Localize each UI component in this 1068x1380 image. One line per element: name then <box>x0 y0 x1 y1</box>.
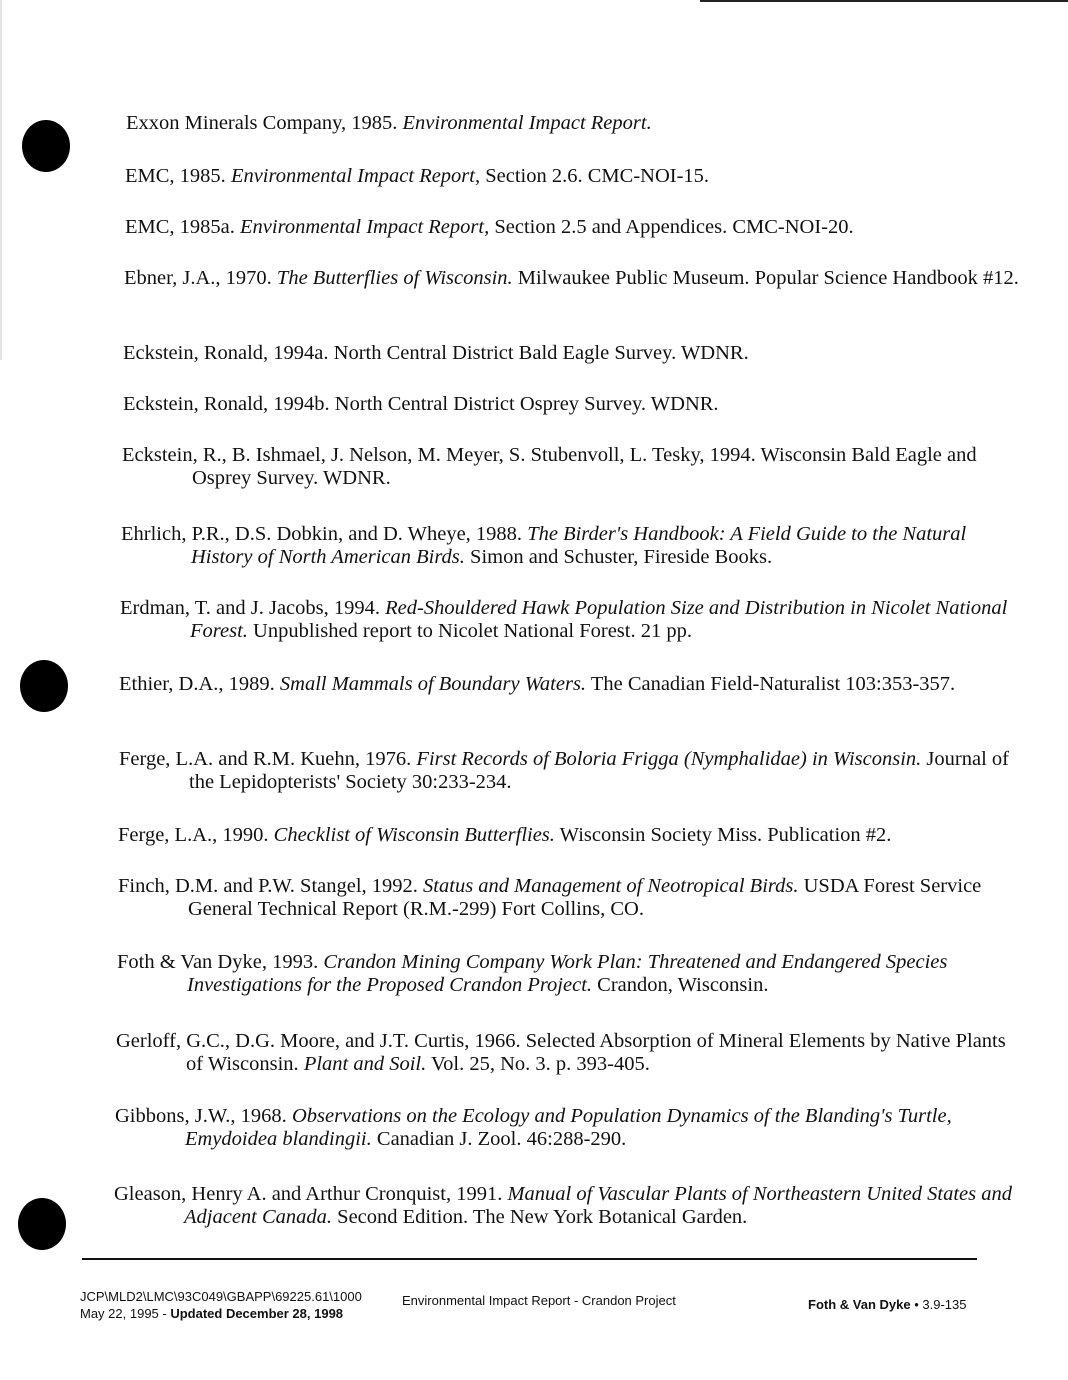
footer-page-info <box>808 1296 978 1313</box>
footer-company: Foth & Van Dyke <box>808 1297 911 1312</box>
reference-entry: Ethier, D.A., 1989. Small Mammals of Boundary Waters. The Canadian Field-Naturalist 103:353-357. <box>119 673 956 695</box>
reference-entry: Gleason, Henry A. and Arthur Cronquist, 1991. Manual of Vascular Plants of Northeastern United States and Adjacent Canada. Second Edition. The New York Botanical Garden. <box>114 1183 1012 1228</box>
reference-entry: Ferge, L.A. and R.M. Kuehn, 1976. First Records of Boloria Frigga (Nymphalidae) in Wisconsin. Journal of the Lepidopterists' Society 30:233-234. <box>119 748 1009 793</box>
reference-entry: Ebner, J.A., 1970. The Butterflies of Wisconsin. Milwaukee Public Museum. Popular Science Handbook #12. <box>124 267 1019 289</box>
punch-hole-middle <box>20 660 68 712</box>
reference-entry: Eckstein, Ronald, 1994b. North Central District Osprey Survey. WDNR. <box>123 393 719 415</box>
punch-hole-bottom <box>18 1198 66 1250</box>
footer-path: JCP\MLD2\LMC\93C049\GBAPP\69225.61\1000 <box>80 1289 362 1304</box>
footer-bullet: • <box>914 1297 919 1312</box>
reference-entry: EMC, 1985. Environmental Impact Report, Section 2.6. CMC-NOI-15. <box>125 165 710 187</box>
reference-entry: Exxon Minerals Company, 1985. Environmental Impact Report. <box>126 112 652 134</box>
reference-entry: Eckstein, Ronald, 1994a. North Central District Bald Eagle Survey. WDNR. <box>123 342 749 364</box>
punch-hole-top <box>22 120 70 172</box>
reference-entry: Finch, D.M. and P.W. Stangel, 1992. Status and Management of Neotropical Birds. USDA Forest Service General Technical Report (R.M.-299) Fort Collins, CO. <box>118 875 982 920</box>
reference-entry: Ehrlich, P.R., D.S. Dobkin, and D. Wheye, 1988. The Birder's Handbook: A Field Guide to the Natural History of North American Birds. Simon and Schuster, Fireside Books. <box>121 523 967 568</box>
reference-entry: Gerloff, G.C., D.G. Moore, and J.T. Curtis, 1966. Selected Absorption of Mineral Elements by Native Plants of Wisconsin. Plant and Soil. Vol. 25, No. 3. p. 393-405. <box>116 1030 1006 1075</box>
top-scan-edge <box>700 0 1068 2</box>
footer-divider <box>82 1258 977 1260</box>
reference-entry: EMC, 1985a. Environmental Impact Report, Section 2.5 and Appendices. CMC-NOI-20. <box>125 216 854 238</box>
footer-date: May 22, 1995 - Updated December 28, 1998 <box>80 1306 344 1321</box>
reference-entry: Foth & Van Dyke, 1993. Crandon Mining Company Work Plan: Threatened and Endangered Species Investigations for the Proposed Crandon Project. Crandon, Wisconsin. <box>117 951 948 996</box>
footer-file-info <box>80 1288 390 1322</box>
reference-entry: Ferge, L.A., 1990. Checklist of Wisconsin Butterflies. Wisconsin Society Miss. Publication #2. <box>118 824 892 846</box>
reference-entry: Erdman, T. and J. Jacobs, 1994. Red-Shouldered Hawk Population Size and Distribution in Nicolet National Forest. Unpublished report to Nicolet National Forest. 21 pp. <box>120 597 1008 642</box>
reference-entry: Eckstein, R., B. Ishmael, J. Nelson, M. Meyer, S. Stubenvoll, L. Tesky, 1994. Wisconsin Bald Eagle and Osprey Survey. WDNR. <box>122 444 977 489</box>
left-scan-edge <box>0 0 2 360</box>
footer-page-number: 3.9-135 <box>922 1297 967 1312</box>
reference-entry: Gibbons, J.W., 1968. Observations on the Ecology and Population Dynamics of the Blanding's Turtle, Emydoidea blandingii. Canadian J. Zool. 46:288-290. <box>115 1105 952 1150</box>
footer-document-title: Environmental Impact Report - Crandon Project <box>402 1293 676 1308</box>
